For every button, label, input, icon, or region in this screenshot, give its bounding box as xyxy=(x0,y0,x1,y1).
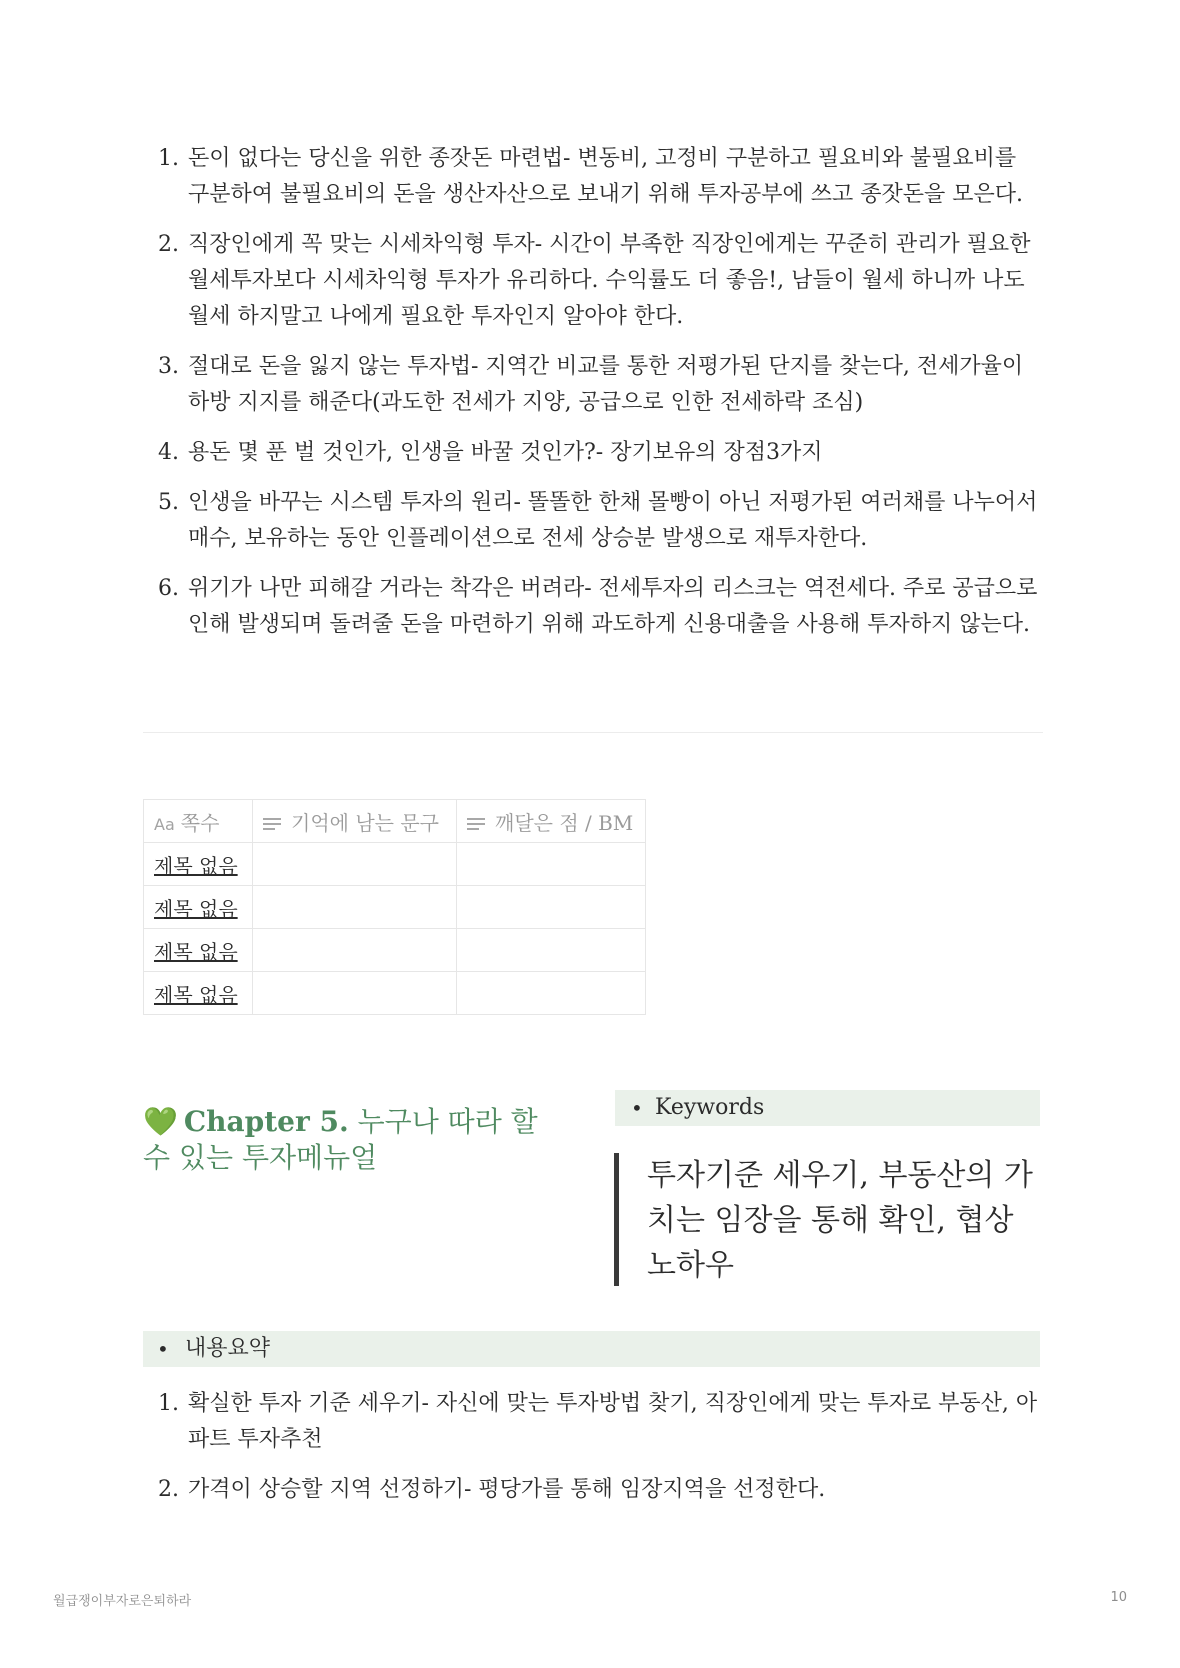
row-title-cell[interactable] xyxy=(144,929,253,972)
list-item-text: 인생을 바꾸는 시스템 투자의 원리- 똘똘한 한채 몰빵이 아닌 저평가된 여러채를 나누어서 매수, 보유하는 동안 인플레이션으로 전세 상승분 발생으로 재투자한다. xyxy=(188,490,1038,551)
list-item-text: 직장인에게 꼭 맞는 시세차익형 투자- 시간이 부족한 직장인에게는 꾸준히 관리가 필요한 월세투자보다 시세차익형 투자가 유리하다. 수익률도 더 좋음!, 남들이 월세 하니까 나도 월세 하지말고 나에게 필요한 투자인지 알아야 한다. xyxy=(188,232,1031,329)
quote-cell[interactable] xyxy=(253,929,457,972)
list-number: 6. xyxy=(158,576,179,601)
list-number: 2. xyxy=(158,232,179,257)
row-title-link[interactable]: 제목 없음 xyxy=(154,853,238,878)
list-number: 4. xyxy=(158,440,179,465)
title-property-icon: Aa xyxy=(154,814,175,834)
list-item-text: 확실한 투자 기준 세우기- 자신에 맞는 투자방법 찾기, 직장인에게 맞는 투자로 부동산, 아파트 투자추천 xyxy=(188,1391,1038,1452)
note-cell[interactable] xyxy=(457,843,646,886)
table-row xyxy=(144,972,646,1015)
list-item xyxy=(150,1386,1040,1458)
text-property-icon xyxy=(467,815,485,833)
list-item-text: 가격이 상승할 지역 선정하기- 평당가를 통해 임장지역을 선정한다. xyxy=(188,1477,826,1502)
note-cell[interactable] xyxy=(457,929,646,972)
summary-toggle[interactable] xyxy=(143,1331,1040,1367)
chapter4-numbered-list xyxy=(150,141,1040,657)
list-item xyxy=(150,571,1040,643)
column-header-memorable-quote[interactable] xyxy=(253,800,457,843)
row-title-link[interactable]: 제목 없음 xyxy=(154,939,238,964)
list-number: 1. xyxy=(158,1391,179,1416)
row-title-link[interactable]: 제목 없음 xyxy=(154,982,238,1007)
list-item-text: 용돈 몇 푼 벌 것인가, 인생을 바꿀 것인가?- 장기보유의 장점3가지 xyxy=(188,440,823,465)
summary-label: 내용요약 xyxy=(185,1336,271,1361)
list-item xyxy=(150,141,1040,213)
column-header-label: 기억에 남는 문구 xyxy=(291,810,439,835)
column-header-label: 쪽수 xyxy=(180,810,220,835)
column-header-insight[interactable] xyxy=(457,800,646,843)
divider xyxy=(143,732,1043,733)
keywords-quote xyxy=(614,1153,1045,1286)
chapter-number: Chapter 5. xyxy=(183,1105,349,1138)
note-cell[interactable] xyxy=(457,886,646,929)
list-number: 2. xyxy=(158,1477,179,1502)
column-header-label: 깨달은 점 / BM xyxy=(495,810,634,835)
quote-cell[interactable] xyxy=(253,886,457,929)
row-title-cell[interactable] xyxy=(144,886,253,929)
page-number: 10 xyxy=(1110,1590,1127,1605)
table-row xyxy=(144,843,646,886)
table-row xyxy=(144,929,646,972)
table-row xyxy=(144,886,646,929)
row-title-cell[interactable] xyxy=(144,972,253,1015)
keywords-toggle[interactable] xyxy=(615,1090,1040,1126)
table-header-row xyxy=(144,800,646,843)
summary-numbered-list xyxy=(150,1386,1040,1522)
list-item-text: 돈이 없다는 당신을 위한 종잣돈 마련법- 변동비, 고정비 구분하고 필요비와 불필요비를 구분하여 불필요비의 돈을 생산자산으로 보내기 위해 투자공부에 쓰고 종잣돈을 모은다. xyxy=(188,146,1024,207)
footer-book-title: 월급쟁이부자로은퇴하라 xyxy=(53,1594,192,1609)
bullet-icon: • xyxy=(631,1096,643,1120)
list-number: 5. xyxy=(158,490,179,515)
text-property-icon xyxy=(263,815,281,833)
quote-cell[interactable] xyxy=(253,843,457,886)
list-item xyxy=(150,349,1040,421)
reading-notes-table xyxy=(143,799,646,1015)
list-item-text: 위기가 나만 피해갈 거라는 착각은 버려라- 전세투자의 리스크는 역전세다. 주로 공급으로 인해 발생되며 돌려줄 돈을 마련하기 위해 과도하게 신용대출을 사용해 투자하지 않는다. xyxy=(188,576,1038,637)
list-item xyxy=(150,1472,1040,1508)
list-item xyxy=(150,227,1040,335)
keywords-label: Keywords xyxy=(655,1095,765,1120)
quote-cell[interactable] xyxy=(253,972,457,1015)
list-item xyxy=(150,485,1040,557)
list-item-text: 절대로 돈을 잃지 않는 투자법- 지역간 비교를 통한 저평가된 단지를 찾는다, 전세가율이 하방 지지를 해준다(과도한 전세가 지양, 공급으로 인한 전세하락 조심) xyxy=(188,354,1024,415)
green-heart-icon: 💚 xyxy=(143,1105,178,1138)
chapter-title: 누구나 따라 할수 있는 투자메뉴얼 xyxy=(143,1105,538,1174)
list-number: 3. xyxy=(158,354,179,379)
list-item xyxy=(150,435,1040,471)
row-title-cell[interactable] xyxy=(144,843,253,886)
row-title-link[interactable]: 제목 없음 xyxy=(154,896,238,921)
note-cell[interactable] xyxy=(457,972,646,1015)
bullet-icon: • xyxy=(157,1337,169,1361)
list-number: 1. xyxy=(158,146,179,171)
chapter-heading xyxy=(143,1104,563,1176)
keywords-quote-text: 투자기준 세우기, 부동산의 가치는 임장을 통해 확인, 협상 노하우 xyxy=(647,1158,1033,1283)
column-header-page[interactable] xyxy=(144,800,253,843)
